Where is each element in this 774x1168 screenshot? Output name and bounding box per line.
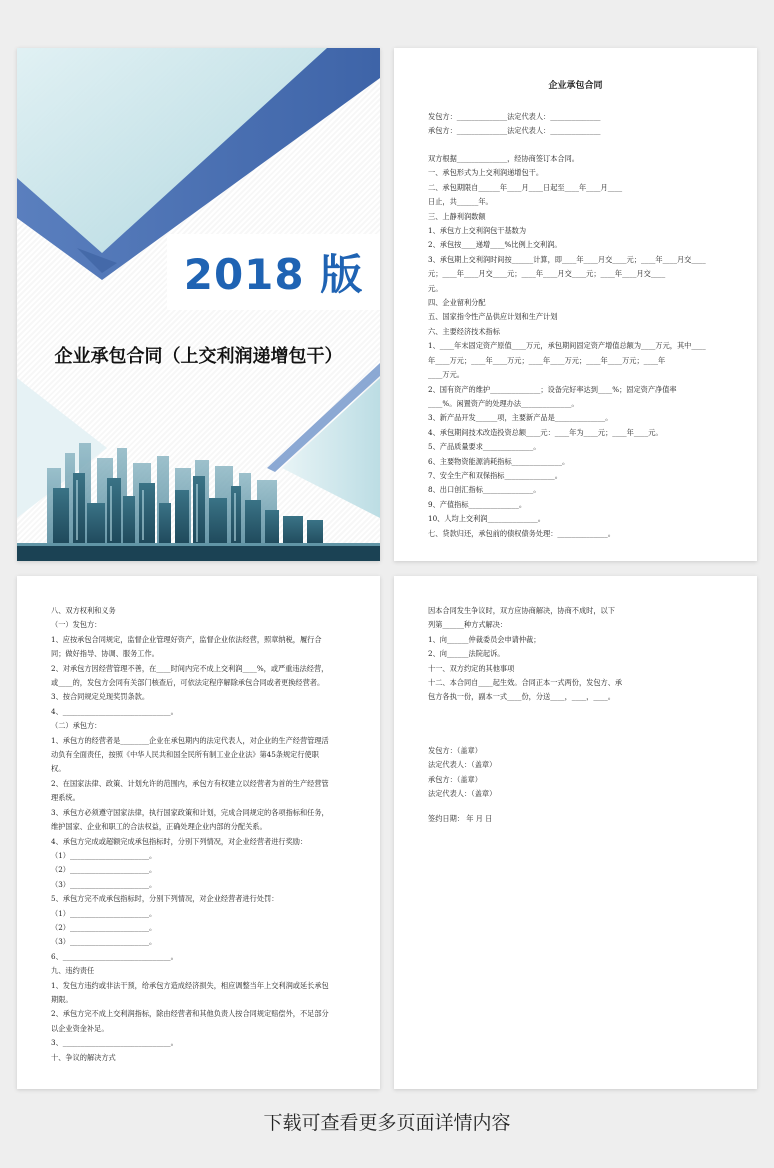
doc-line: 2、国有资产的维护______________；设备完好率达到____%；固定资产净值率 <box>428 384 677 394</box>
doc-line: 1、承包方的经营者是________企业在承包期内的法定代表人，对企业的生产经营管理活 <box>51 735 329 745</box>
doc-line: 2、承包按____递增____%比例上交利润。 <box>428 240 562 250</box>
doc-line: （3）______________________。 <box>51 879 157 889</box>
doc-line: 五、国家指令性产品供应计划和生产计划 <box>428 312 558 322</box>
doc-line: 十、争议的解决方式 <box>51 1052 116 1062</box>
doc-line: 四、企业留利分配 <box>428 298 486 308</box>
doc-line: 2、向______法院起诉。 <box>428 649 505 659</box>
contract-title: 企业承包合同 <box>548 81 603 91</box>
contract-page-1 <box>394 48 757 561</box>
doc-line: 七、贷款归还，承包前的债权债务处理：______________。 <box>428 528 615 538</box>
doc-line: 或____的，发包方会同有关部门核查后，可依法定程序解除承包合同或者更换经营者。 <box>51 678 325 688</box>
doc-line: 2、对承包方因经营管理不善，在____时间内完不成上交利润____%，或严重违法经营， <box>51 663 329 673</box>
terms-block <box>428 152 728 541</box>
doc-line: 以企业资金补足。 <box>51 1023 109 1033</box>
doc-line: 1、应按承包合同规定，监督企业管理好资产，监督企业依法经营，照章纳税，履行合 <box>51 634 322 644</box>
doc-line: 1、发包方违约或非法干预，给承包方造成经济损失，相应调整当年上交利润或延长承包 <box>51 980 329 990</box>
doc-line: 理系统。 <box>51 793 80 803</box>
doc-line: 日止，共______年。 <box>428 197 493 207</box>
sign-date: 签约日期： 年 月 日 <box>428 813 493 823</box>
doc-line: 元。 <box>428 283 443 293</box>
doc-line: （二）承包方： <box>51 721 102 731</box>
doc-line: 包方各执一份，副本一式____份，分送____，____，____。 <box>428 692 615 702</box>
contract-page-3 <box>394 576 757 1089</box>
doc-line: 期限。 <box>51 994 73 1004</box>
doc-line: 3、______________________________。 <box>51 1038 178 1048</box>
cover-page <box>17 48 380 561</box>
doc-line: 三、上静利润数额 <box>428 211 486 221</box>
doc-line: 承包方：（盖章） <box>428 774 482 784</box>
doc-line: 3、新产品开发______项，主要新产品是______________。 <box>428 413 613 423</box>
doc-line: 维护国家、企业和职工的合法权益，正确处理企业内部的分配关系。 <box>51 822 267 832</box>
doc-line: 年____万元；____年____万元；____年____万元；____年____万元；____年 <box>428 355 666 365</box>
doc-line: 2、承包方完不成上交利润指标，除由经营者和其他负责人按合同规定赔偿外，不足部分 <box>51 1009 329 1019</box>
doc-line: 同；做好指导、协调、服务工作。 <box>51 649 159 659</box>
doc-line: 3、承包期上交利润时间按______计算，即____年____月交____元；____年____月交____ <box>428 254 706 264</box>
doc-line: （2）______________________。 <box>51 865 157 875</box>
cover-title: 企业承包合同（上交利润递增包干） <box>54 346 343 367</box>
doc-line: ____%。闲置资产的处理办法______________。 <box>428 398 579 408</box>
doc-line: 4、______________________________。 <box>51 706 178 716</box>
footer-more-pages-link[interactable]: 下载可查看更多页面详情内容 <box>263 1112 511 1134</box>
doc-line: 1、承包方上交利润包干基数为 <box>428 226 527 236</box>
doc-line: 动负有全面责任，按照《中华人民共和国全民所有制工业企业法》第45条规定行使职 <box>51 750 319 760</box>
doc-line: 二、承包期限自______年____月____日起至____年____月____ <box>428 182 623 192</box>
doc-line: 6、______________________________。 <box>51 951 178 961</box>
year-label-box <box>167 234 380 310</box>
doc-line: 承包方：______________法定代表人：______________ <box>428 126 601 136</box>
doc-line: 八、双方权利和义务 <box>51 606 116 615</box>
doc-line: （1）______________________。 <box>51 908 157 918</box>
doc-line: 十二、本合同自____起生效。合同正本一式两份，发包方、承 <box>428 678 623 688</box>
dispute-block <box>428 604 728 705</box>
doc-line: 发包方：______________法定代表人：______________ <box>428 112 601 121</box>
party-block <box>428 110 728 139</box>
doc-line: 1、____年末固定资产原值____万元，承包期间固定资产增值总额为____万元，其中____ <box>428 341 706 351</box>
doc-line: 法定代表人：（盖章） <box>428 789 497 799</box>
doc-line: 因本合同发生争议时，双方应协商解决，协商不成时，以下 <box>428 606 615 615</box>
doc-line: （3）______________________。 <box>51 937 157 947</box>
doc-line: 十一、双方约定的其他事项 <box>428 663 515 673</box>
doc-line: 3、按合同规定兑现奖罚条款。 <box>51 692 150 702</box>
doc-line: 10、人均上交利润______________。 <box>428 514 545 524</box>
doc-line: 7、安全生产和双保指标______________。 <box>428 470 562 480</box>
doc-line: 4、承包方完成或超额完成承包指标时，分别下列情况，对企业经营者进行奖励： <box>51 836 308 846</box>
doc-line: 列第______种方式解决： <box>428 620 508 630</box>
doc-line: 六、主要经济技术指标 <box>428 326 500 336</box>
doc-line: 5、承包方完不成承包指标时，分别下列情况，对企业经营者进行处罚： <box>51 894 279 904</box>
doc-line: 权。 <box>51 764 66 774</box>
signature-block <box>428 744 728 826</box>
doc-line: （一）发包方： <box>51 620 102 630</box>
doc-line: 元；____年____月交____元；____年____月交____元；____年____月交____ <box>428 269 666 279</box>
year-label: 2018 版 <box>183 250 364 299</box>
doc-line: 双方根据______________，经协商签订本合同。 <box>428 154 579 163</box>
doc-line: 1、向______仲裁委员会申请仲裁； <box>428 634 541 644</box>
doc-line: 6、主要物资能源消耗指标______________。 <box>428 456 570 466</box>
doc-line: （1）______________________。 <box>51 850 157 860</box>
rights-block <box>51 604 351 1065</box>
doc-line: 8、出口创汇指标______________。 <box>428 485 541 495</box>
doc-line: 一、承包形式为上交利润递增包干。 <box>428 168 544 178</box>
doc-line: （2）______________________。 <box>51 922 157 932</box>
doc-line: 4、承包期间技术改造投资总额____元：____年为____元；____年____元。 <box>428 427 663 437</box>
doc-line: 9、产值指标______________。 <box>428 499 527 509</box>
contract-page-2 <box>17 576 380 1089</box>
doc-line: 发包方：（盖章） <box>428 746 482 755</box>
doc-line: 5、产品质量要求______________。 <box>428 442 541 452</box>
doc-line: 2、在国家法律、政策、计划允许的范围内，承包方有权建立以经营者为首的生产经营管 <box>51 778 329 788</box>
doc-line: 九、违约责任 <box>51 966 95 976</box>
doc-line: 法定代表人：（盖章） <box>428 760 497 770</box>
doc-line: 3、承包方必须遵守国家法律，执行国家政策和计划，完成合同规定的各项指标和任务， <box>51 807 329 817</box>
doc-line: ____万元。 <box>428 370 464 380</box>
